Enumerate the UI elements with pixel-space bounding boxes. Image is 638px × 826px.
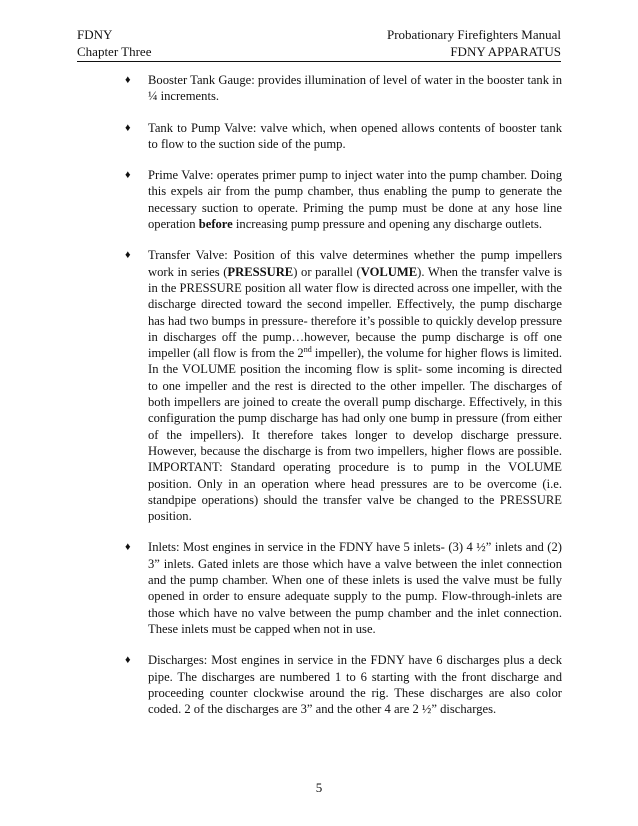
header-manual-title: Probationary Firefighters Manual: [386, 27, 561, 42]
bullet-transfer-valve: [125, 247, 562, 524]
bullet-text: [148, 168, 562, 231]
header-row-1: [77, 26, 561, 43]
header-row-2: [77, 43, 561, 60]
text-run: impeller), the volume for higher flows is limited. In the VOLUME position the incoming flow is split- some incoming is directed to one impeller and the rest is directed to the other impeller. The discharges of both impellers are joined to create the overall pump discharge. Effectively, in this configuration the pump discharge has had only one bump in pressure (from either of the impellers). It therefore takes longer to develop discharge pressure. However, because the discharge is from two impellers, higher flows are possible. IMPORTANT: Standard operating procedure is to pump in the VOLUME position. Only in an operation where head pressures are to be overcome (i.e. standpipe operations) should the transfer valve be changed to the PRESSURE position.: [148, 346, 562, 524]
text-run: increasing pump pressure and opening any discharge outlets.: [232, 217, 543, 232]
bullet-text: Discharges: Most engines in service in the FDNY have 6 discharges plus a deck pipe. The discharges are numbered 1 to 6 starting with the front discharge and proceeding counter clockwise around the rig. These discharges are also color coded. 2 of the discharges are 3” and the other 4 are 2 ½” discharges.: [148, 653, 562, 717]
text-run: Transfer Valve: Position of this valve determines whether the pump impellers work in series (: [148, 248, 562, 279]
text-run: ). When the transfer valve is in the PRESSURE position all water flow is directed across one impeller, with the discharge directed toward the second impeller. Effectively, the pump discharge has had two bumps in pressure- therefore it’s possible to quickly develop pressure in discharges off the pump…however, because the pump discharge is off one impeller (all flow is from the 2: [148, 264, 562, 361]
bullet-inlets: [125, 539, 562, 637]
bullet-diamond-icon: ♦: [125, 121, 131, 134]
bullet-diamond-icon: ♦: [125, 654, 131, 667]
bullet-prime-valve: [125, 167, 562, 232]
superscript-nd: nd: [303, 344, 312, 354]
bullet-tank-to-pump-valve: [125, 120, 562, 153]
bullet-list: [125, 72, 562, 732]
emphasis-volume: VOLUME: [360, 264, 418, 279]
text-run: ) or parallel (: [293, 264, 361, 279]
emphasis-before: before: [198, 217, 233, 232]
bullet-diamond-icon: ♦: [125, 249, 131, 262]
bullet-diamond-icon: ♦: [125, 541, 131, 554]
header-section: FDNY APPARATUS: [450, 44, 561, 59]
bullet-diamond-icon: ♦: [125, 169, 131, 182]
bullet-booster-tank-gauge: [125, 72, 562, 105]
bullet-text: [148, 248, 562, 523]
page-number: 5: [315, 780, 323, 795]
bullet-discharges: [125, 652, 562, 717]
bullet-text: Booster Tank Gauge: provides illumination of level of water in the booster tank in ¼ increments.: [148, 73, 562, 104]
bullet-text: Inlets: Most engines in service in the FDNY have 5 inlets- (3) 4 ½” inlets and (2) 3” inlets. Gated inlets are those which have a valve between the inlet connection and the pump chamber. When one of these inlets is used the valve must be fully opened in order to ensure adequate supply to the pump. Flow-through-inlets are those which have no valve between the pump chamber and the inlet connection. These inlets must be capped when not in use.: [148, 540, 562, 636]
bullet-diamond-icon: ♦: [125, 74, 131, 86]
header-chapter: Chapter Three: [77, 44, 152, 59]
header-org: FDNY: [77, 27, 113, 42]
bullet-text: Tank to Pump Valve: valve which, when opened allows contents of booster tank to flow to the suction side of the pump.: [148, 120, 562, 151]
emphasis-pressure: PRESSURE: [227, 264, 294, 279]
text-run: Prime Valve: operates primer pump to inject water into the pump chamber. Doing this expels air from the pump chamber, thus enabling the pump to generate the necessary suction to operate. Priming the pump must be done at any hose line operation: [148, 168, 562, 232]
header-rule: [77, 61, 561, 62]
